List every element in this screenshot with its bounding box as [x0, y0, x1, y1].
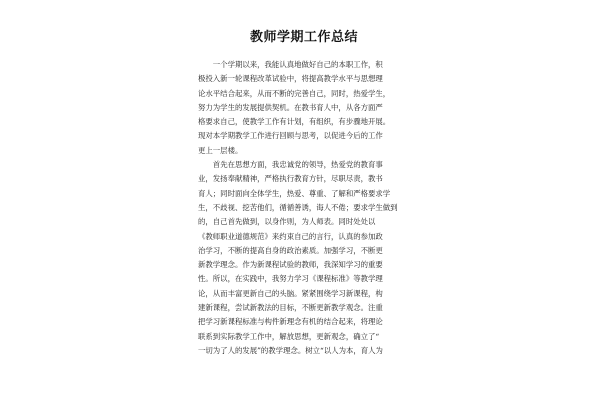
text-line: 新教学理念。作为新课程试验的教师，我深知学习的重要: [198, 260, 383, 270]
text-line: 建新课程，尝试新教法的目标，不断更新教学观念。注重: [198, 303, 383, 313]
text-line: 更上一层楼。: [198, 145, 243, 155]
text-line: 业，发扬奉献精神，严格执行教育方针，尽职尽责，教书: [198, 174, 383, 184]
text-line: 的，自己首先做到，以身作则，为人师表。同时处处以: [198, 217, 376, 227]
text-line: 治学习，不断的提高自身的政治素质。加强学习，不断更: [198, 245, 383, 255]
text-line: 育人；同时面向全体学生，热爱、尊重、了解和严格要求学: [198, 188, 391, 198]
paragraph-2: [198, 158, 410, 358]
text-line: 论，从而丰富更新自己的头脑。紧紧围绕学习新课程，构: [198, 288, 383, 298]
document-title: 教师学期工作总结: [249, 30, 358, 45]
text-line: 首先在思想方面，我忠诚党的领导，热爱党的教育事: [212, 160, 383, 170]
text-line: 一个学期以来，我能认真地做好自己的本职工作，积: [212, 60, 383, 69]
text-line: 生，不歧视、挖苦他们，循循善诱，诲人不倦；要求学生做到: [198, 202, 398, 212]
text-line: 《教师职业道德规范》来约束自己的言行，认真的参加政: [198, 231, 383, 241]
paragraph-1: [198, 58, 410, 158]
text-line: 现对本学期教学工作进行回顾与思考，以促进今后的工作: [198, 131, 383, 141]
text-line: 论水平结合起来，从而不断的完善自己，同时，热爱学生，: [198, 88, 391, 98]
text-line: 联系到实际教学工作中，解放思想，更新观念，确立了“: [198, 331, 380, 341]
text-line: 努力为学生的发展提供契机。在教书育人中，从各方面严: [198, 102, 383, 112]
text-line: 极投入新一轮课程改革试验中，将提高教学水平与思想理: [198, 74, 383, 84]
text-line: 一切为了人的发展”的教学理念。树立“以人为本，育人为: [198, 345, 383, 355]
text-line: 性。所以，在实践中，我努力学习《课程标准》等教学理: [198, 274, 383, 284]
text-line: 格要求自己，使教学工作有计划，有组织，有步骤地开展。: [198, 117, 391, 127]
text-line: 把学习新课程标准与构件新理念有机的结合起来，将理论: [198, 317, 383, 327]
document-page: [198, 30, 410, 358]
